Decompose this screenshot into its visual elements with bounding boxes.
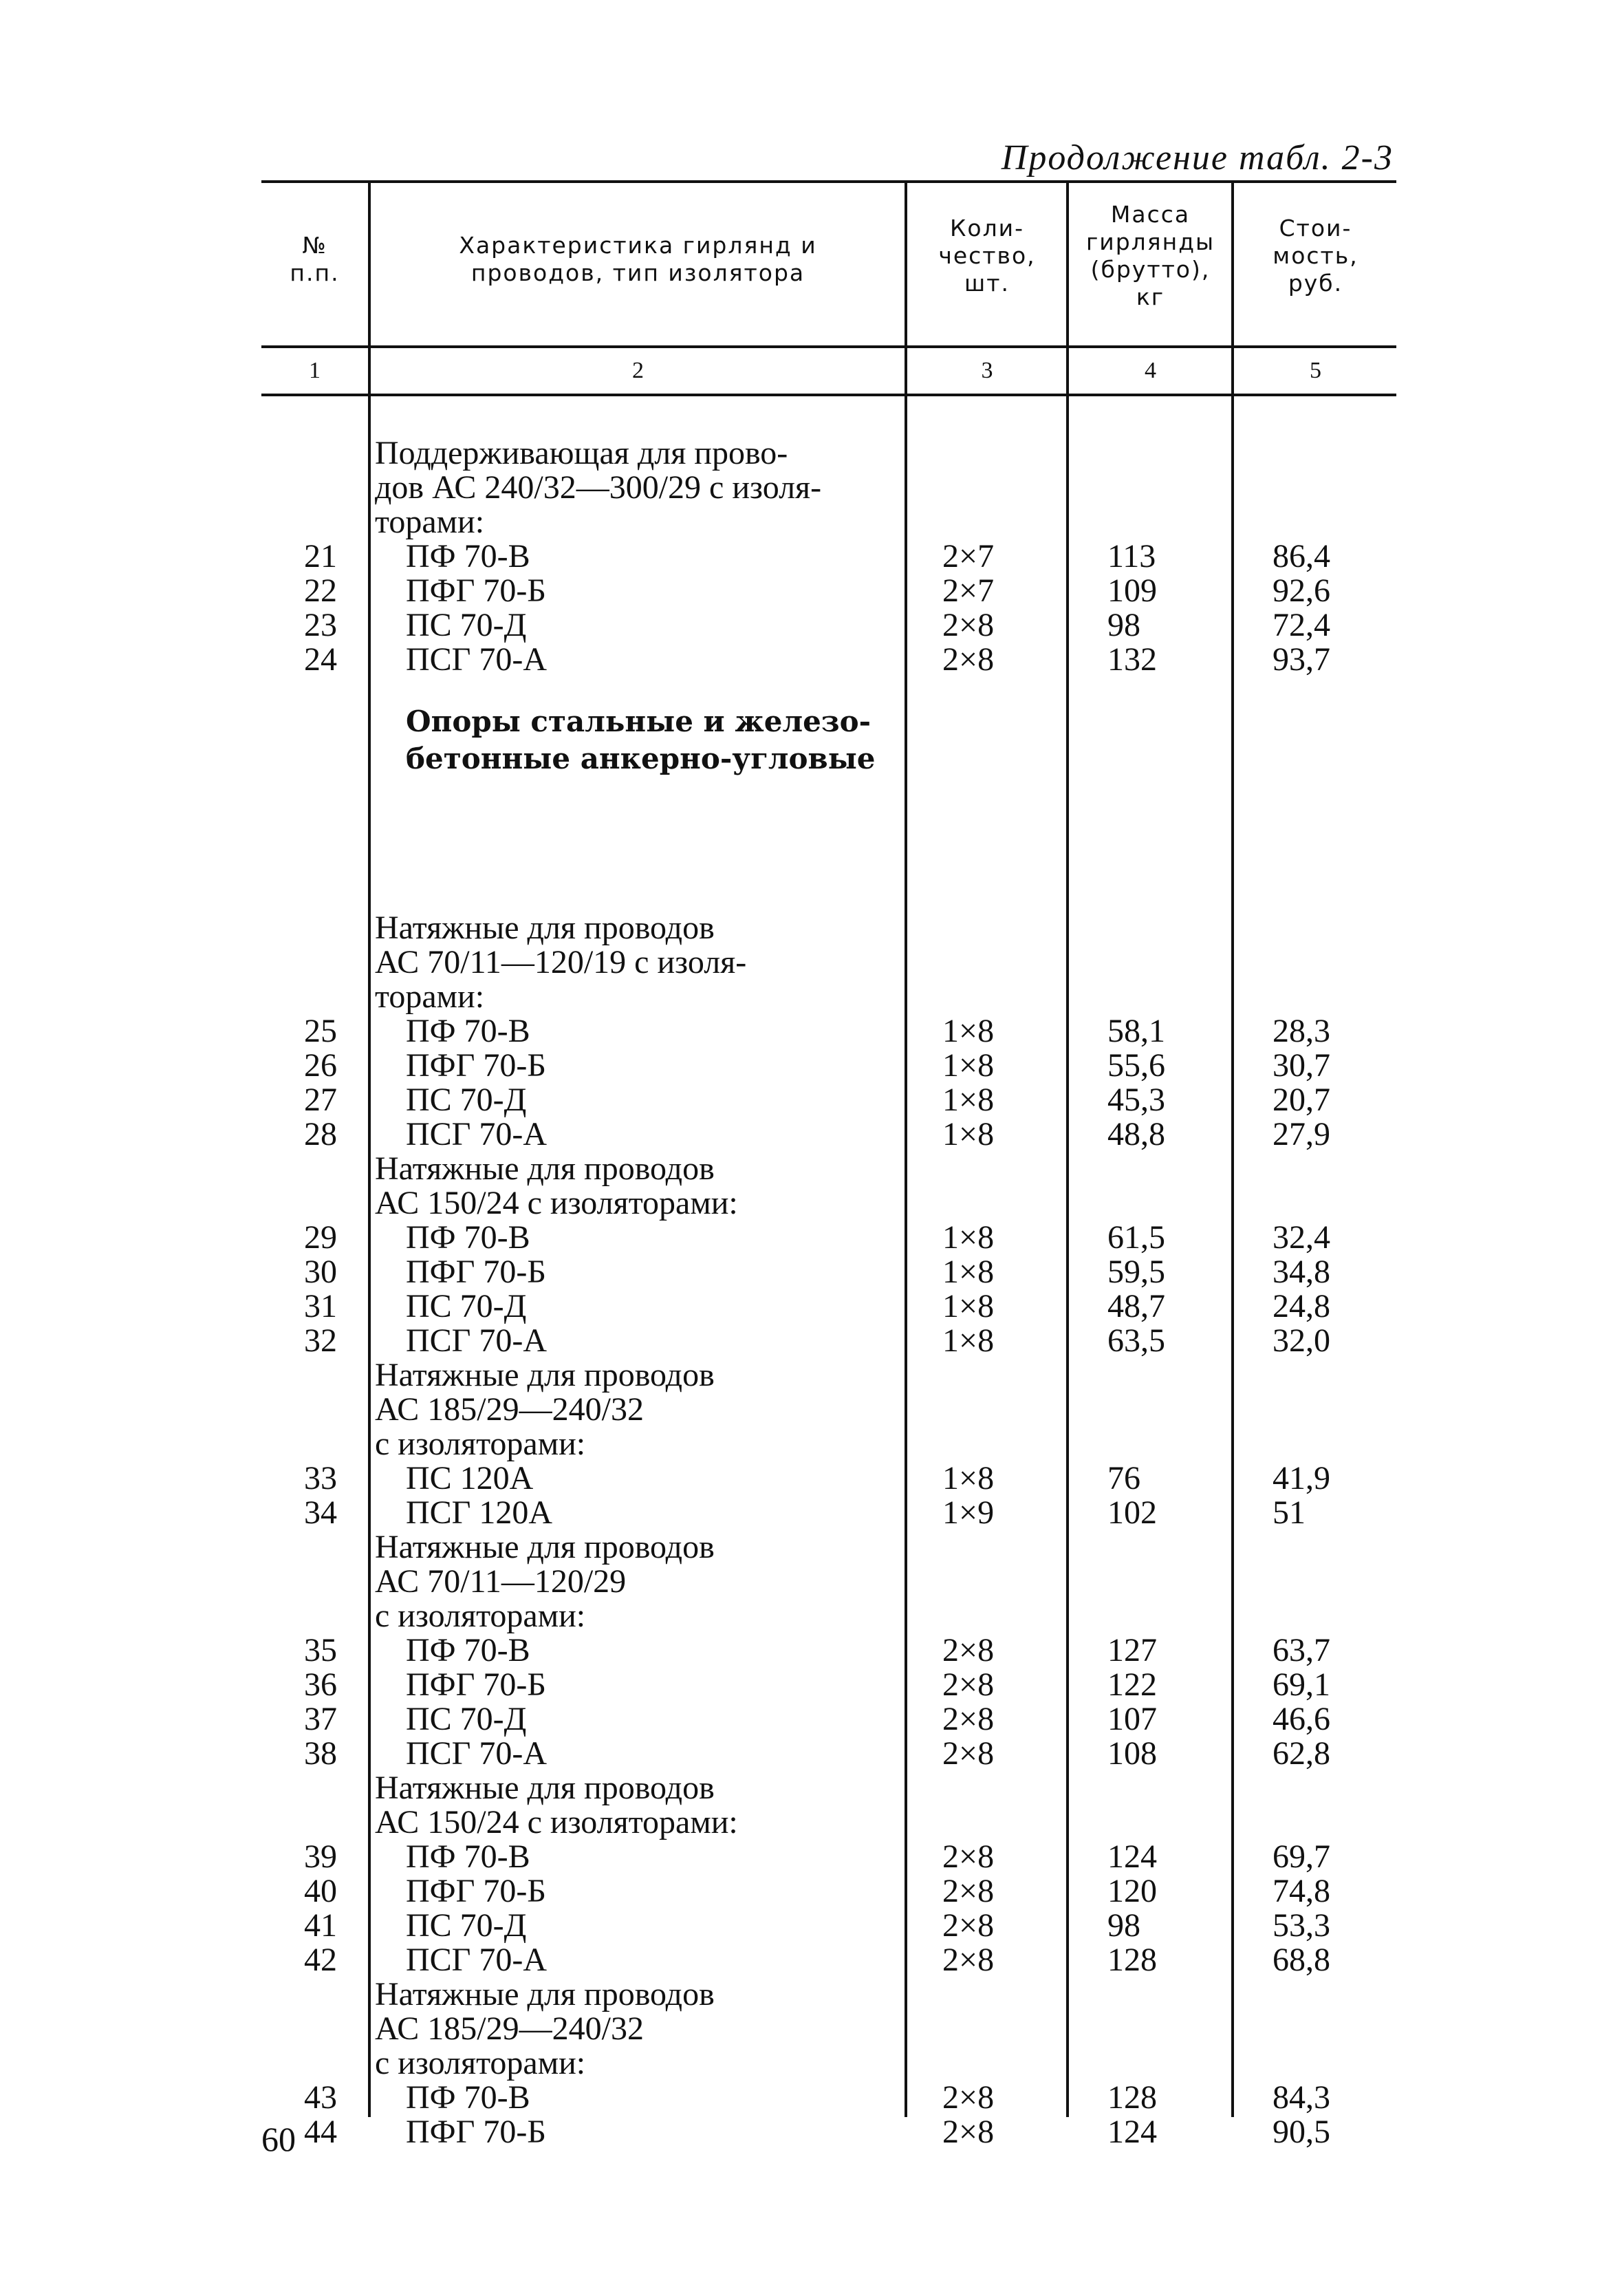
table-row: [261, 1943, 1396, 1977]
table-row: [261, 574, 1396, 608]
row-number: 22: [304, 572, 337, 609]
header-bottom-rule: [261, 345, 1396, 348]
table-row: [261, 1427, 1396, 1461]
row-quantity: 2×8: [942, 641, 995, 678]
row-mass: 48,7: [1107, 1288, 1165, 1324]
row-description: ПФ 70-В: [406, 1219, 530, 1256]
table-row: [261, 1049, 1396, 1083]
row-quantity: 1×8: [942, 1116, 995, 1152]
table-row: [261, 1633, 1396, 1668]
row-description: ПФГ 70-Б: [406, 2114, 546, 2150]
table-row: [261, 1014, 1396, 1049]
row-cost: 92,6: [1273, 572, 1330, 609]
row-mass: 48,8: [1107, 1116, 1165, 1152]
table-row: [261, 1221, 1396, 1255]
row-cost: 90,5: [1273, 2114, 1330, 2150]
row-quantity: 1×8: [942, 1322, 995, 1359]
row-quantity: 1×9: [942, 1494, 995, 1531]
row-description: АС 185/29—240/32: [375, 2010, 644, 2047]
header-mass: Масса гирлянды (брутто), кг: [1085, 201, 1215, 310]
row-mass: 128: [1107, 2079, 1157, 2116]
row-mass: 124: [1107, 1838, 1157, 1875]
row-mass: 127: [1107, 1632, 1157, 1668]
row-mass: 59,5: [1107, 1254, 1165, 1290]
table-top-rule: [261, 180, 1396, 183]
row-description: ПФ 70-В: [406, 1632, 530, 1668]
row-description: ПФГ 70-Б: [406, 1666, 546, 1703]
row-quantity: 1×8: [942, 1013, 995, 1049]
row-description: Натяжные для проводов: [375, 910, 715, 946]
table-row: [261, 608, 1396, 643]
row-description: ПС 70-Д: [406, 607, 527, 643]
row-quantity: 2×8: [942, 1907, 995, 1944]
row-mass: 122: [1107, 1666, 1157, 1703]
row-cost: 74,8: [1273, 1873, 1330, 1909]
table-row: [261, 1461, 1396, 1496]
row-number: 27: [304, 1082, 337, 1118]
colnum-1: 1: [309, 358, 321, 383]
page-number: 60: [261, 2120, 296, 2158]
row-number: 33: [304, 1460, 337, 1496]
row-number: 24: [304, 641, 337, 678]
table-row: [261, 1117, 1396, 1152]
row-number: 40: [304, 1873, 337, 1909]
row-description: ПФГ 70-Б: [406, 1254, 546, 1290]
row-mass: 58,1: [1107, 1013, 1165, 1049]
row-description: с изоляторами:: [375, 1598, 586, 1634]
row-mass: 113: [1107, 538, 1156, 575]
row-mass: 98: [1107, 607, 1140, 643]
row-number: 30: [304, 1254, 337, 1290]
table-row: [261, 1737, 1396, 1771]
row-cost: 32,4: [1273, 1219, 1330, 1256]
row-mass: 108: [1107, 1735, 1157, 1772]
colnum-5: 5: [1310, 358, 1321, 383]
row-description: ПС 70-Д: [406, 1082, 527, 1118]
row-description: ПФГ 70-Б: [406, 1873, 546, 1909]
row-quantity: 2×8: [942, 1735, 995, 1772]
row-number: 43: [304, 2079, 337, 2116]
row-cost: 86,4: [1273, 538, 1330, 575]
row-cost: 68,8: [1273, 1942, 1330, 1978]
row-mass: 61,5: [1107, 1219, 1165, 1256]
row-description: АС 70/11—120/19 с изоля-: [375, 944, 747, 980]
table-row: [261, 1565, 1396, 1599]
row-number: 26: [304, 1047, 337, 1084]
row-cost: 69,7: [1273, 1838, 1330, 1875]
row-description: ПСГ 70-А: [406, 1116, 548, 1152]
row-description: Натяжные для проводов: [375, 1529, 715, 1565]
row-description: Натяжные для проводов: [375, 1150, 715, 1187]
row-quantity: 2×8: [942, 1838, 995, 1875]
colnum-4: 4: [1145, 358, 1156, 383]
row-cost: 27,9: [1273, 1116, 1330, 1152]
row-description: ПФ 70-В: [406, 538, 530, 575]
row-cost: 84,3: [1273, 2079, 1330, 2116]
table-row: [261, 1152, 1396, 1186]
table-row: [261, 1874, 1396, 1909]
row-description: АС 185/29—240/32: [375, 1391, 644, 1428]
row-number: 34: [304, 1494, 337, 1531]
row-description: ПС 70-Д: [406, 1288, 527, 1324]
table-row: [261, 1771, 1396, 1805]
row-description: ПФГ 70-Б: [406, 572, 546, 609]
row-cost: 46,6: [1273, 1701, 1330, 1737]
row-description: ПС 120А: [406, 1460, 534, 1496]
row-quantity: 1×8: [942, 1460, 995, 1496]
row-number: 32: [304, 1322, 337, 1359]
row-quantity: 2×8: [942, 2114, 995, 2150]
row-cost: 63,7: [1273, 1632, 1330, 1668]
row-description: ПС 70-Д: [406, 1907, 527, 1944]
row-description: ПСГ 70-А: [406, 1735, 548, 1772]
table-row: [261, 2012, 1396, 2046]
table-row: [261, 1977, 1396, 2012]
row-number: 36: [304, 1666, 337, 1703]
row-number: 42: [304, 1942, 337, 1978]
row-mass: 45,3: [1107, 1082, 1165, 1118]
table-row: [261, 539, 1396, 574]
table-caption: Продолжение табл. 2-3: [1001, 138, 1394, 178]
row-mass: 124: [1107, 2114, 1157, 2150]
row-mass: 55,6: [1107, 1047, 1165, 1084]
row-mass: 132: [1107, 641, 1157, 678]
row-cost: 72,4: [1273, 607, 1330, 643]
table-row: [261, 1668, 1396, 1702]
table-row: [261, 945, 1396, 980]
row-mass: 120: [1107, 1873, 1157, 1909]
row-description: ПС 70-Д: [406, 1701, 527, 1737]
row-number: 31: [304, 1288, 337, 1324]
row-number: 38: [304, 1735, 337, 1772]
row-description: торами:: [375, 504, 485, 540]
table-row: [261, 2081, 1396, 2115]
row-description: Натяжные для проводов: [375, 1770, 715, 1806]
row-cost: 53,3: [1273, 1907, 1330, 1944]
table-row: [261, 1255, 1396, 1289]
colnum-3: 3: [981, 358, 993, 383]
section-heading: Опоры стальные и железо- бетонные анкерно-угловые: [406, 705, 876, 775]
row-mass: 109: [1107, 572, 1157, 609]
row-quantity: 2×8: [942, 2079, 995, 2116]
row-description: АС 150/24 с изоляторами:: [375, 1804, 738, 1840]
header-cost: Стои- мость, руб.: [1273, 215, 1358, 297]
row-quantity: 2×7: [942, 538, 995, 575]
row-mass: 107: [1107, 1701, 1157, 1737]
row-number: 21: [304, 538, 337, 575]
table-row: [261, 1289, 1396, 1324]
row-mass: 63,5: [1107, 1322, 1165, 1359]
row-cost: 51: [1273, 1494, 1306, 1531]
row-description: ПСГ 70-А: [406, 1322, 548, 1359]
row-number: 28: [304, 1116, 337, 1152]
row-cost: 28,3: [1273, 1013, 1330, 1049]
row-description: ПСГ 120А: [406, 1494, 553, 1531]
row-quantity: 2×8: [942, 1666, 995, 1703]
header-quantity: Коли- чество, шт.: [938, 215, 1036, 297]
table-row: [261, 1496, 1396, 1530]
colnum-2: 2: [632, 358, 644, 383]
row-description: дов АС 240/32—300/29 с изоля-: [375, 469, 822, 506]
row-cost: 24,8: [1273, 1288, 1330, 1324]
row-cost: 62,8: [1273, 1735, 1330, 1772]
row-description: ПФ 70-В: [406, 2079, 530, 2116]
table-row: [261, 1530, 1396, 1565]
table-row: [261, 471, 1396, 505]
row-mass: 76: [1107, 1460, 1140, 1496]
table-row: [261, 980, 1396, 1014]
row-cost: 32,0: [1273, 1322, 1330, 1359]
row-number: 41: [304, 1907, 337, 1944]
row-mass: 128: [1107, 1942, 1157, 1978]
row-number: 35: [304, 1632, 337, 1668]
row-number: 25: [304, 1013, 337, 1049]
row-quantity: 1×8: [942, 1288, 995, 1324]
row-description: ПФ 70-В: [406, 1013, 530, 1049]
row-description: Натяжные для проводов: [375, 1357, 715, 1393]
table-row: [261, 1909, 1396, 1943]
row-description: АС 150/24 с изоляторами:: [375, 1185, 738, 1221]
row-number: 23: [304, 607, 337, 643]
row-number: 37: [304, 1701, 337, 1737]
row-mass: 98: [1107, 1907, 1140, 1944]
table-row: [261, 1083, 1396, 1117]
table-row: [261, 1702, 1396, 1737]
table-row: [261, 1186, 1396, 1221]
row-description: с изоляторами:: [375, 2045, 586, 2081]
row-quantity: 2×8: [942, 1942, 995, 1978]
row-quantity: 1×8: [942, 1082, 995, 1118]
row-description: ПСГ 70-А: [406, 641, 548, 678]
row-description: торами:: [375, 978, 485, 1015]
table-row: [261, 1393, 1396, 1427]
row-mass: 102: [1107, 1494, 1157, 1531]
row-description: АС 70/11—120/29: [375, 1563, 627, 1600]
row-quantity: 2×8: [942, 607, 995, 643]
row-quantity: 1×8: [942, 1219, 995, 1256]
row-description: ПСГ 70-А: [406, 1942, 548, 1978]
row-number: 44: [304, 2114, 337, 2150]
row-description: ПФ 70-В: [406, 1838, 530, 1875]
row-description: с изоляторами:: [375, 1426, 586, 1462]
row-description: Натяжные для проводов: [375, 1976, 715, 2012]
table-row: [261, 1324, 1396, 1358]
table-row: [261, 505, 1396, 539]
row-cost: 30,7: [1273, 1047, 1330, 1084]
row-quantity: 2×7: [942, 572, 995, 609]
table-row: [261, 911, 1396, 945]
table-row: [261, 1805, 1396, 1840]
table-row: [261, 2115, 1396, 2149]
row-cost: 69,1: [1273, 1666, 1330, 1703]
row-quantity: 2×8: [942, 1873, 995, 1909]
table-row: [261, 1358, 1396, 1393]
header-number: № п.п.: [290, 232, 340, 286]
row-cost: 41,9: [1273, 1460, 1330, 1496]
row-quantity: 2×8: [942, 1632, 995, 1668]
row-number: 39: [304, 1838, 337, 1875]
header-characteristic: Характеристика гирлянд и проводов, тип изолятора: [459, 232, 817, 286]
table-row: [261, 643, 1396, 677]
row-description: Поддерживающая для прово-: [375, 435, 788, 471]
table-row: [261, 2046, 1396, 2081]
table-row: [261, 1840, 1396, 1874]
table-row: [261, 436, 1396, 471]
row-quantity: 1×8: [942, 1254, 995, 1290]
row-cost: 34,8: [1273, 1254, 1330, 1290]
colnum-bottom-rule: [261, 394, 1396, 396]
row-cost: 20,7: [1273, 1082, 1330, 1118]
row-quantity: 2×8: [942, 1701, 995, 1737]
row-number: 29: [304, 1219, 337, 1256]
table-row: [261, 1599, 1396, 1633]
row-description: ПФГ 70-Б: [406, 1047, 546, 1084]
row-quantity: 1×8: [942, 1047, 995, 1084]
row-cost: 93,7: [1273, 641, 1330, 678]
